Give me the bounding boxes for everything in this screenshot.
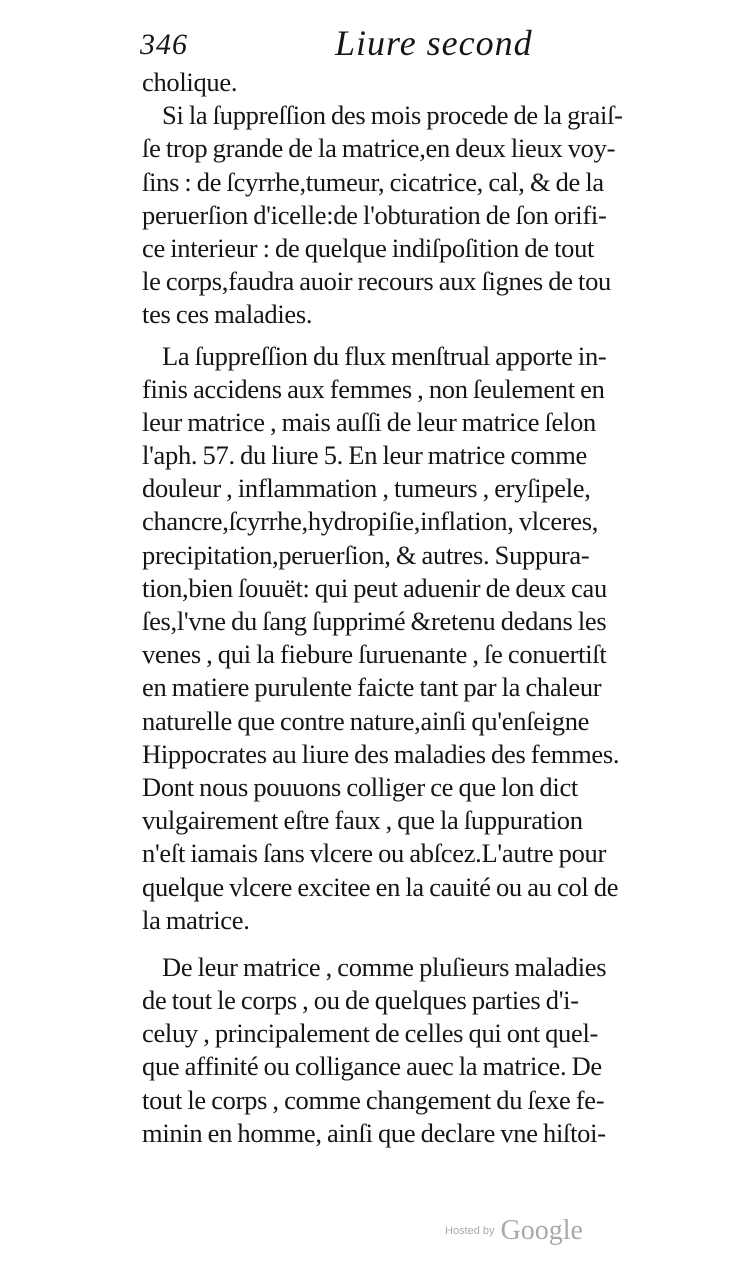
text-line: chancre,ſcyrrhe,hydropiſie,inflation, vlceres, [142, 506, 599, 537]
text-line: cholique. [142, 67, 238, 97]
text-line: ce interieur : de quelque indiſpoſition de tout [142, 232, 595, 263]
text-line: la matrice. [142, 904, 250, 935]
text-line: minin en homme, ainſi que declare vne hiſtoi- [142, 1117, 606, 1148]
text-line: celuy , principalement de celles qui ont quel- [142, 1018, 599, 1049]
text-line: en matiere purulente faicte tant par la chaleur [142, 672, 602, 703]
text-line: ſe trop grande de la matrice,en deux lieux voy- [142, 133, 616, 164]
text-line: Hippocrates au liure des maladies des femmes. [142, 738, 620, 769]
text-line: tout le corps , comme changement du ſexe fe- [142, 1084, 605, 1115]
text-line: peruerſion d'icelle:de l'obturation de ſon orifi- [142, 199, 607, 230]
text-line: l'aph. 57. du liure 5. En leur matrice comme [142, 440, 587, 471]
text-line: De leur matrice , comme pluſieurs maladies [162, 951, 607, 982]
scan-watermark [445, 1215, 583, 1247]
text-line: ſes,l'vne du ſang ſupprimé &retenu dedans les [142, 606, 607, 636]
running-title: Liure second [335, 23, 533, 63]
text-line: de tout le corps , ou de quelques parties d'i- [142, 985, 579, 1016]
text-line: venes , qui la fiebure ſuruenante , ſe conuertiſt [142, 639, 607, 670]
text-line: le corps,faudra auoir recours aux ſignes de tou [142, 266, 611, 297]
text-line: quelque vlcere excitee en la cauité ou au col de [142, 871, 619, 902]
text-line: La ſuppreſſion du flux menſtrual apporte in- [162, 340, 607, 371]
text-line: n'eſt iamais ſans vlcere ou abſcez.L'autre pour [142, 838, 607, 869]
text-line: Dont nous pouuons colliger ce que lon dict [142, 771, 578, 802]
watermark-prefix: Hosted by [445, 1225, 495, 1237]
text-line: ſins : de ſcyrrhe,tumeur, cicatrice, cal, & de la [142, 166, 604, 197]
text-line: douleur , inflammation , tumeurs , eryſipele, [142, 473, 591, 504]
text-line: finis accidens aux femmes , non ſeulement en [142, 373, 605, 404]
body-text [142, 66, 698, 1150]
text-line: tes ces maladies. [142, 299, 313, 330]
text-line: vulgairement eſtre faux , que la ſuppuration [142, 805, 583, 836]
text-line: que affinité ou colligance auec la matrice. De [142, 1051, 602, 1082]
text-line: naturelle que contre nature,ainſi qu'enſeigne [142, 705, 590, 736]
text-line: tion,bien ſouuët: qui peut aduenir de deux cau [142, 572, 607, 603]
text-line: leur matrice , mais auſſi de leur matrice ſelon [142, 406, 596, 437]
text-line: Si la ſuppreſſion des mois procede de la graiſ- [162, 100, 623, 131]
watermark-brand: Google [500, 1215, 583, 1246]
page-header [140, 22, 700, 66]
text-line: precipitation,peruerſion, & autres. Suppura- [142, 539, 590, 570]
page-number: 346 [140, 28, 188, 61]
